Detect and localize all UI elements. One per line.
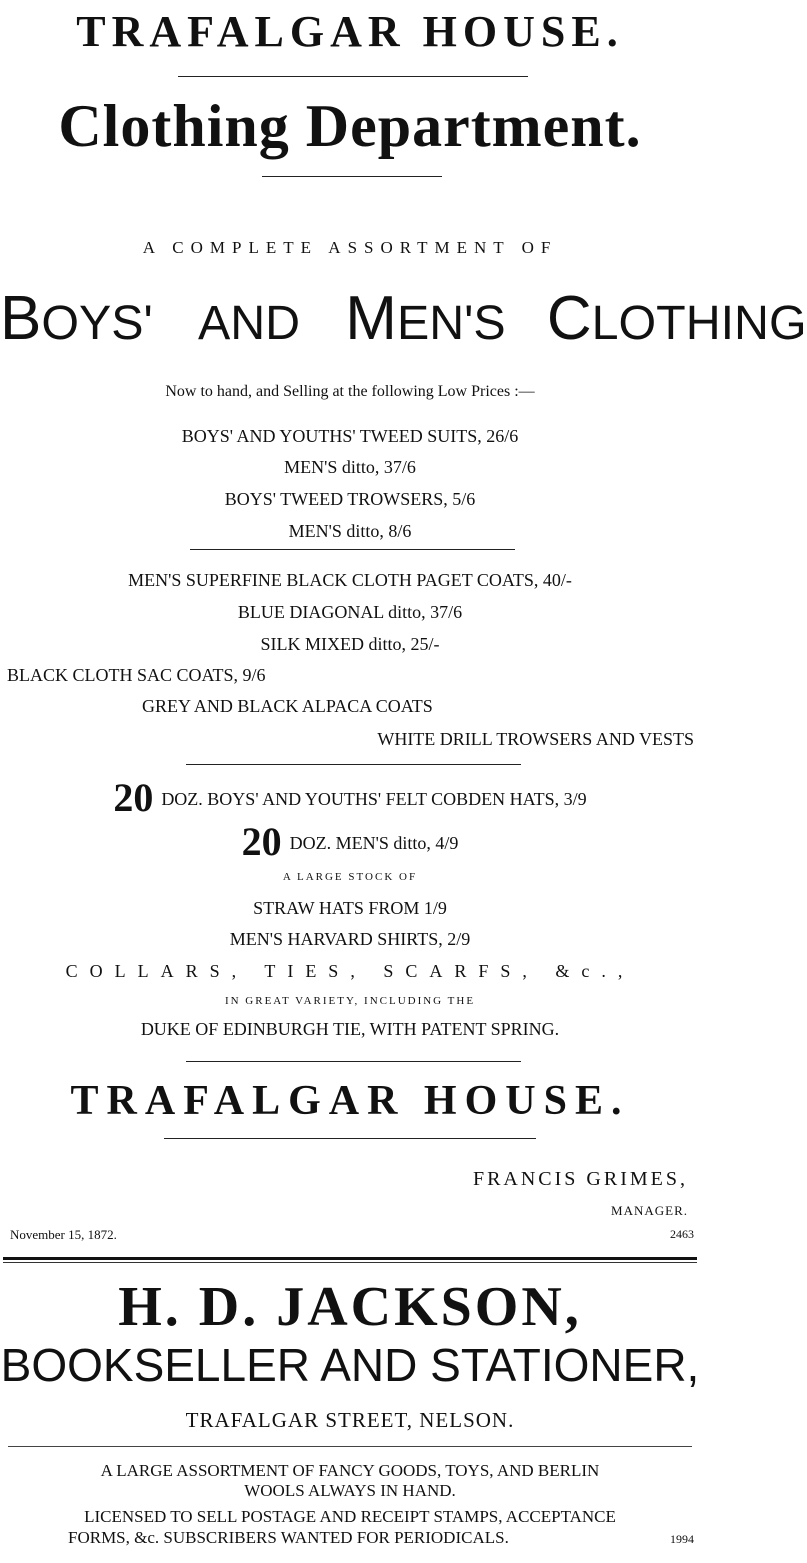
headline-word-clothing: CLOTHING — [546, 284, 807, 353]
price-item: SILK MIXED ditto, 25/- — [260, 634, 440, 654]
department-heading: Clothing Department. — [58, 93, 642, 159]
large-stock-label: A LARGE STOCK OF — [282, 871, 418, 883]
divider — [186, 1061, 521, 1062]
hat-description: DOZ. MEN'S ditto, 4/9 — [289, 833, 459, 853]
section-separator-thin — [3, 1262, 697, 1263]
price-item: MEN'S ditto, 8/6 — [288, 521, 412, 541]
variety-line: IN GREAT VARIETY, INCLUDING THE — [224, 995, 476, 1007]
section-separator — [3, 1257, 697, 1260]
price-item: MEN'S SUPERFINE BLACK CLOTH PAGET COATS, 40/- — [128, 570, 572, 590]
divider — [178, 76, 528, 77]
quantity-number: 20 — [113, 775, 154, 820]
hat-line-men — [0, 819, 700, 864]
manager-title: MANAGER. — [611, 1203, 688, 1218]
bookseller-name: H. D. JACKSON, — [118, 1276, 582, 1338]
price-item: GREY AND BLACK ALPACA COATS — [142, 696, 433, 716]
collars-line: COLLARS, TIES, SCARFS, &c., — [65, 961, 635, 981]
divider — [186, 764, 521, 765]
headline-word-mens: MEN'S — [345, 284, 506, 353]
price-item: WHITE DRILL TROWSERS AND VESTS — [377, 729, 694, 749]
shirts-line: MEN'S HARVARD SHIRTS, 2/9 — [229, 929, 471, 949]
price-item: BLUE DIAGONAL ditto, 37/6 — [237, 602, 463, 622]
price-item: BOYS' AND YOUTHS' TWEED SUITS, 26/6 — [181, 426, 519, 446]
goods-line: A LARGE ASSORTMENT OF FANCY GOODS, TOYS, AND BERLIN — [100, 1461, 600, 1480]
hat-description: DOZ. BOYS' AND YOUTHS' FELT COBDEN HATS, 3/9 — [161, 789, 587, 809]
ad-reference: 1994 — [670, 1532, 694, 1546]
headline — [0, 284, 807, 353]
license-line: LICENSED TO SELL POSTAGE AND RECEIPT STAMPS, ACCEPTANCE — [84, 1507, 616, 1526]
now-to-hand: Now to hand, and Selling at the following Low Prices :— — [165, 383, 535, 400]
goods-line: WOOLS ALWAYS IN HAND. — [244, 1481, 456, 1500]
price-item: BOYS' TWEED TROWSERS, 5/6 — [224, 489, 476, 509]
shop-title-repeat: TRAFALGAR HOUSE. — [70, 1078, 630, 1124]
headline-word-boys: BOYS' — [0, 284, 153, 353]
price-item: MEN'S ditto, 37/6 — [284, 457, 416, 477]
price-item: BLACK CLOTH SAC COATS, 9/6 — [7, 665, 266, 685]
manager-name: FRANCIS GRIMES, — [472, 1168, 688, 1190]
divider — [164, 1138, 536, 1139]
quantity-number: 20 — [241, 819, 282, 864]
ad-date: November 15, 1872. — [10, 1227, 117, 1242]
straw-hats-line: STRAW HATS FROM 1/9 — [253, 898, 447, 918]
bookseller-address: TRAFALGAR STREET, NELSON. — [185, 1408, 515, 1432]
ad-reference: 2463 — [670, 1227, 694, 1241]
divider — [8, 1446, 692, 1447]
headline-word-and: AND — [197, 296, 301, 350]
intro-line: A COMPLETE ASSORTMENT OF — [142, 238, 558, 257]
hat-line-boys — [0, 775, 700, 820]
duke-tie-line: DUKE OF EDINBURGH TIE, WITH PATENT SPRING. — [140, 1019, 560, 1039]
shop-title: TRAFALGAR HOUSE. — [76, 7, 624, 56]
bookseller-trade: BOOKSELLER AND STATIONER, — [0, 1339, 700, 1391]
divider — [262, 176, 442, 177]
divider — [190, 549, 515, 550]
license-line: FORMS, &c. SUBSCRIBERS WANTED FOR PERIODICALS. — [68, 1528, 509, 1547]
